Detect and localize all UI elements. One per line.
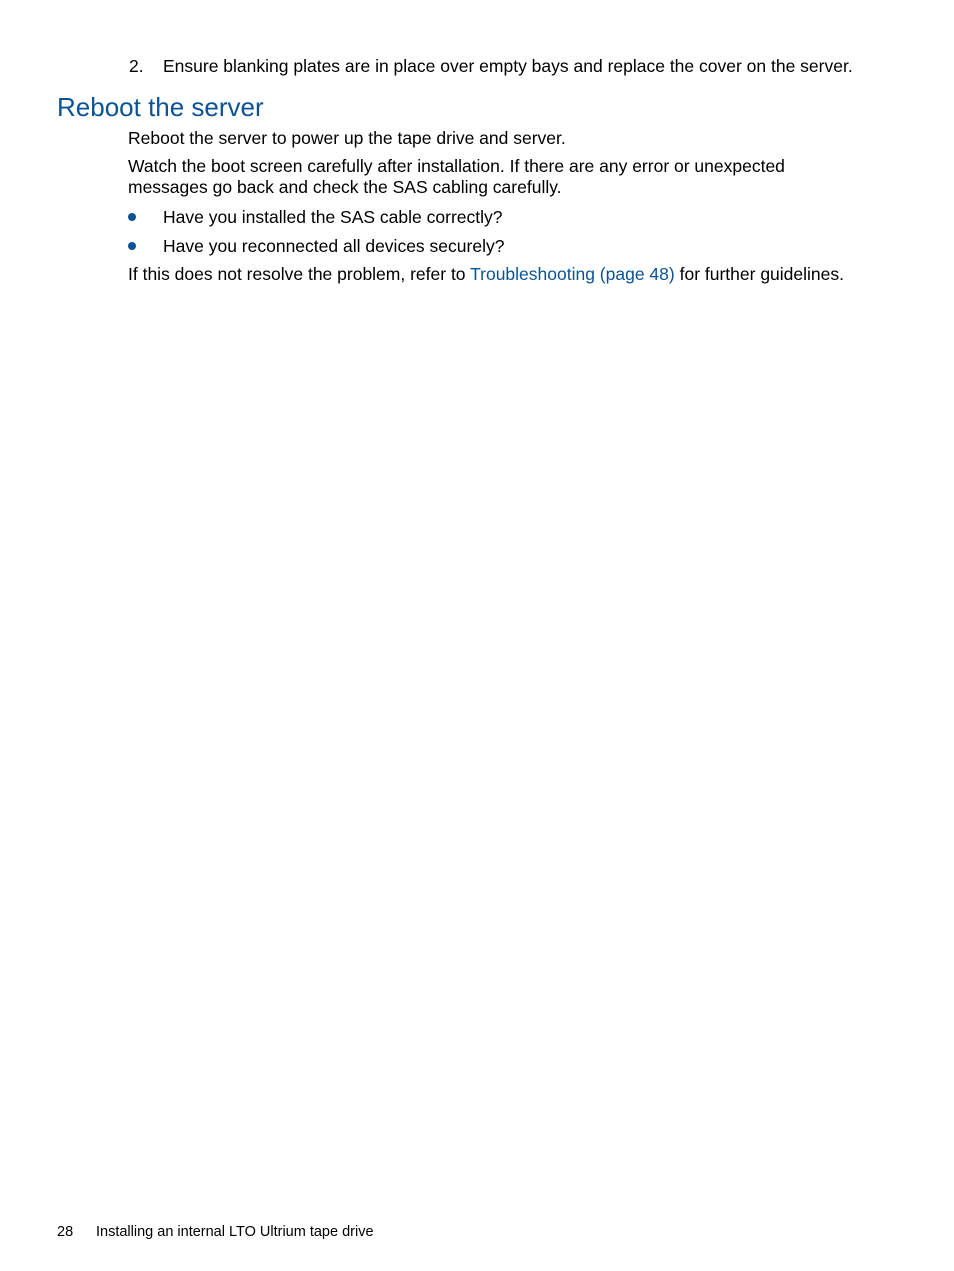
paragraph-watch-boot: Watch the boot screen carefully after installation. If there are any error or unexpected messages go back and check the SAS cabling carefully. [128,156,785,197]
bullet-item-devices: Have you reconnected all devices securely? [163,236,505,256]
paragraph-troubleshooting-ref [128,264,844,285]
paragraph-reboot: Reboot the server to power up the tape drive and server. [128,128,566,148]
section-heading: Reboot the server [57,92,264,122]
para-text-after-link: for further guidelines. [674,264,844,284]
footer-title: Installing an internal LTO Ultrium tape drive [96,1224,374,1240]
bullet-icon [128,242,136,250]
step-number: 2. [129,56,144,76]
bullet-icon [128,213,136,221]
step-text: Ensure blanking plates are in place over empty bays and replace the cover on the server. [163,56,853,76]
footer-page-number: 28 [57,1224,74,1240]
para-text-before-link: If this does not resolve the problem, refer to [128,264,471,284]
troubleshooting-link[interactable]: Troubleshooting (page 48) [470,264,675,284]
bullet-item-sas-cable: Have you installed the SAS cable correctly? [163,207,503,227]
